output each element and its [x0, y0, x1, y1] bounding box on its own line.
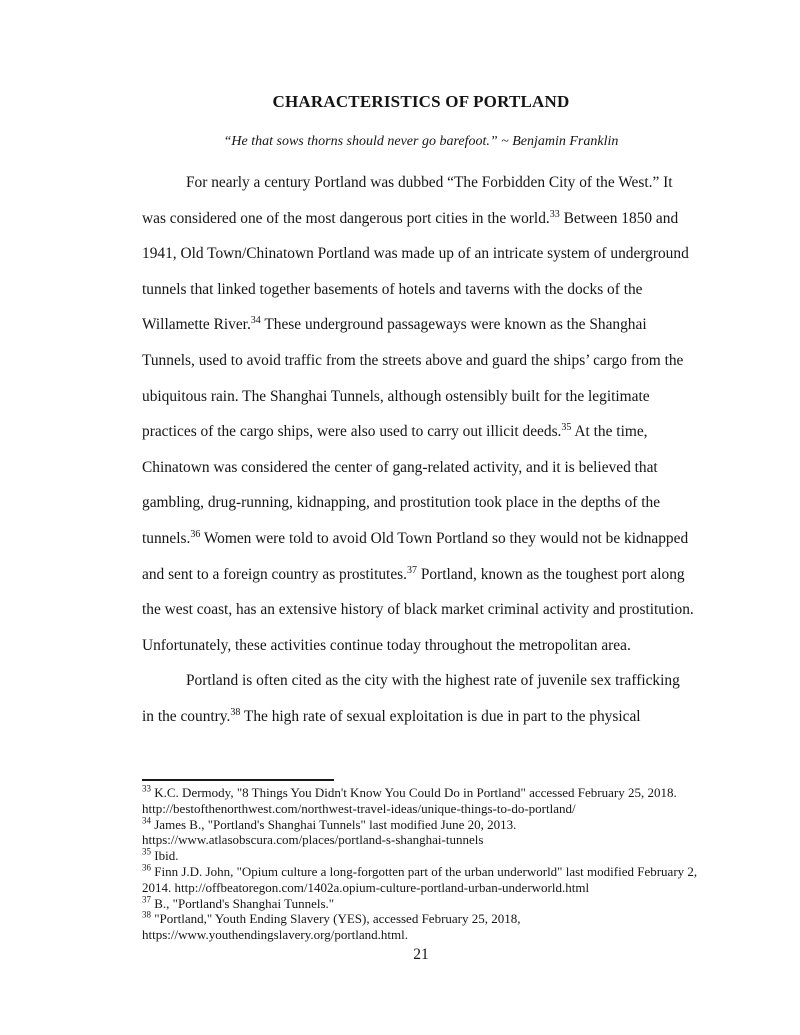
- footnote-number: 36: [142, 862, 151, 873]
- footnote-ref: 38: [230, 706, 241, 718]
- footnote-item: $^{36}$ Finn J.D. John, "Opium culture a long-forgotten part of the urban underworld" last modified February 2,: [142, 862, 698, 879]
- footnote-number: 37: [142, 894, 151, 905]
- footnote-ref: 35: [561, 422, 572, 434]
- body-line: tunnels that linked together basements of hotels and taverns with the docks of the: [142, 280, 643, 298]
- epigraph-quote: “He that sows thorns should never go barefoot.” ~ Benjamin Franklin: [223, 134, 619, 149]
- footnote-ref: 33: [549, 208, 560, 220]
- body-line: Unfortunately, these activities continue today throughout the metropolitan area.: [142, 636, 631, 654]
- footnote-item: $^{37}$ B., "Portland's Shanghai Tunnels.": [142, 894, 335, 911]
- footnote-continuation: https://www.atlasobscura.com/places/portland-s-shanghai-tunnels: [142, 832, 484, 848]
- body-line: For nearly a century Portland was dubbed “The Forbidden City of the West.” It: [186, 174, 673, 191]
- footnote-ref: 37: [407, 564, 417, 576]
- body-text: [142, 165, 700, 735]
- footnote-number: 33: [142, 783, 151, 794]
- footnote-ref: 34: [250, 315, 261, 327]
- footnote-number: 34: [142, 815, 151, 826]
- body-line: tunnels.$^{36}$ Women were told to avoid Old Town Portland so they would not be kidnapped: [142, 528, 689, 547]
- footnote-number: 35: [142, 846, 151, 857]
- body-line: Tunnels, used to avoid traffic from the streets above and guard the ships’ cargo from the: [142, 351, 684, 369]
- footnotes-section: [142, 785, 727, 943]
- footnote-continuation: https://www.youthendingslavery.org/portland.html.: [142, 927, 408, 943]
- body-line: practices of the cargo ships, were also used to carry out illicit deeds.$^{35}$ At the time,: [142, 422, 648, 441]
- body-line: and sent to a foreign country as prostitutes.$^{37}$ Portland, known as the toughest port along: [142, 564, 685, 583]
- footnote-separator-rule: [142, 779, 334, 781]
- footnote-item: $^{35}$ Ibid.: [142, 846, 179, 864]
- page-number: 21: [413, 946, 429, 963]
- body-line: Willamette River.$^{34}$ These underground passageways were known as the Shanghai: [142, 315, 647, 334]
- footnote-ref: 36: [190, 528, 201, 540]
- footnote-item: $^{33}$ K.C. Dermody, "8 Things You Didn't Know You Could Do in Portland" accessed February 25, 2018.: [142, 783, 677, 800]
- footnote-item: $^{38}$ "Portland," Youth Ending Slavery (YES), accessed February 25, 2018,: [142, 910, 521, 927]
- body-line: the west coast, has an extensive history of black market criminal activity and prostitution.: [142, 601, 694, 619]
- body-line: Chinatown was considered the center of gang-related activity, and it is believed that: [142, 458, 658, 476]
- page-title: CHARACTERISTICS OF PORTLAND: [272, 92, 570, 111]
- footnote-continuation: http://bestofthenorthwest.com/northwest-travel-ideas/unique-things-to-do-portland/: [142, 800, 576, 816]
- footnote-continuation: 2014. http://offbeatoregon.com/1402a.opium-culture-portland-urban-underworld.html: [142, 879, 590, 895]
- body-line: was considered one of the most dangerous port cities in the world.$^{33}$ Between 1850 and: [142, 208, 679, 227]
- body-line: ubiquitous rain. The Shanghai Tunnels, although ostensibly built for the legitimate: [142, 387, 650, 405]
- body-line: 1941, Old Town/Chinatown Portland was made up of an intricate system of underground: [142, 245, 689, 263]
- footnote-number: 38: [142, 910, 151, 921]
- body-line: in the country.$^{38}$ The high rate of sexual exploitation is due in part to the physical: [142, 706, 641, 725]
- body-line: gambling, drug-running, kidnapping, and prostitution took place in the depths of the: [142, 494, 661, 512]
- footnote-item: $^{34}$ James B., "Portland's Shanghai Tunnels" last modified June 20, 2013.: [142, 815, 517, 832]
- body-line: Portland is often cited as the city with the highest rate of juvenile sex trafficking: [186, 672, 680, 690]
